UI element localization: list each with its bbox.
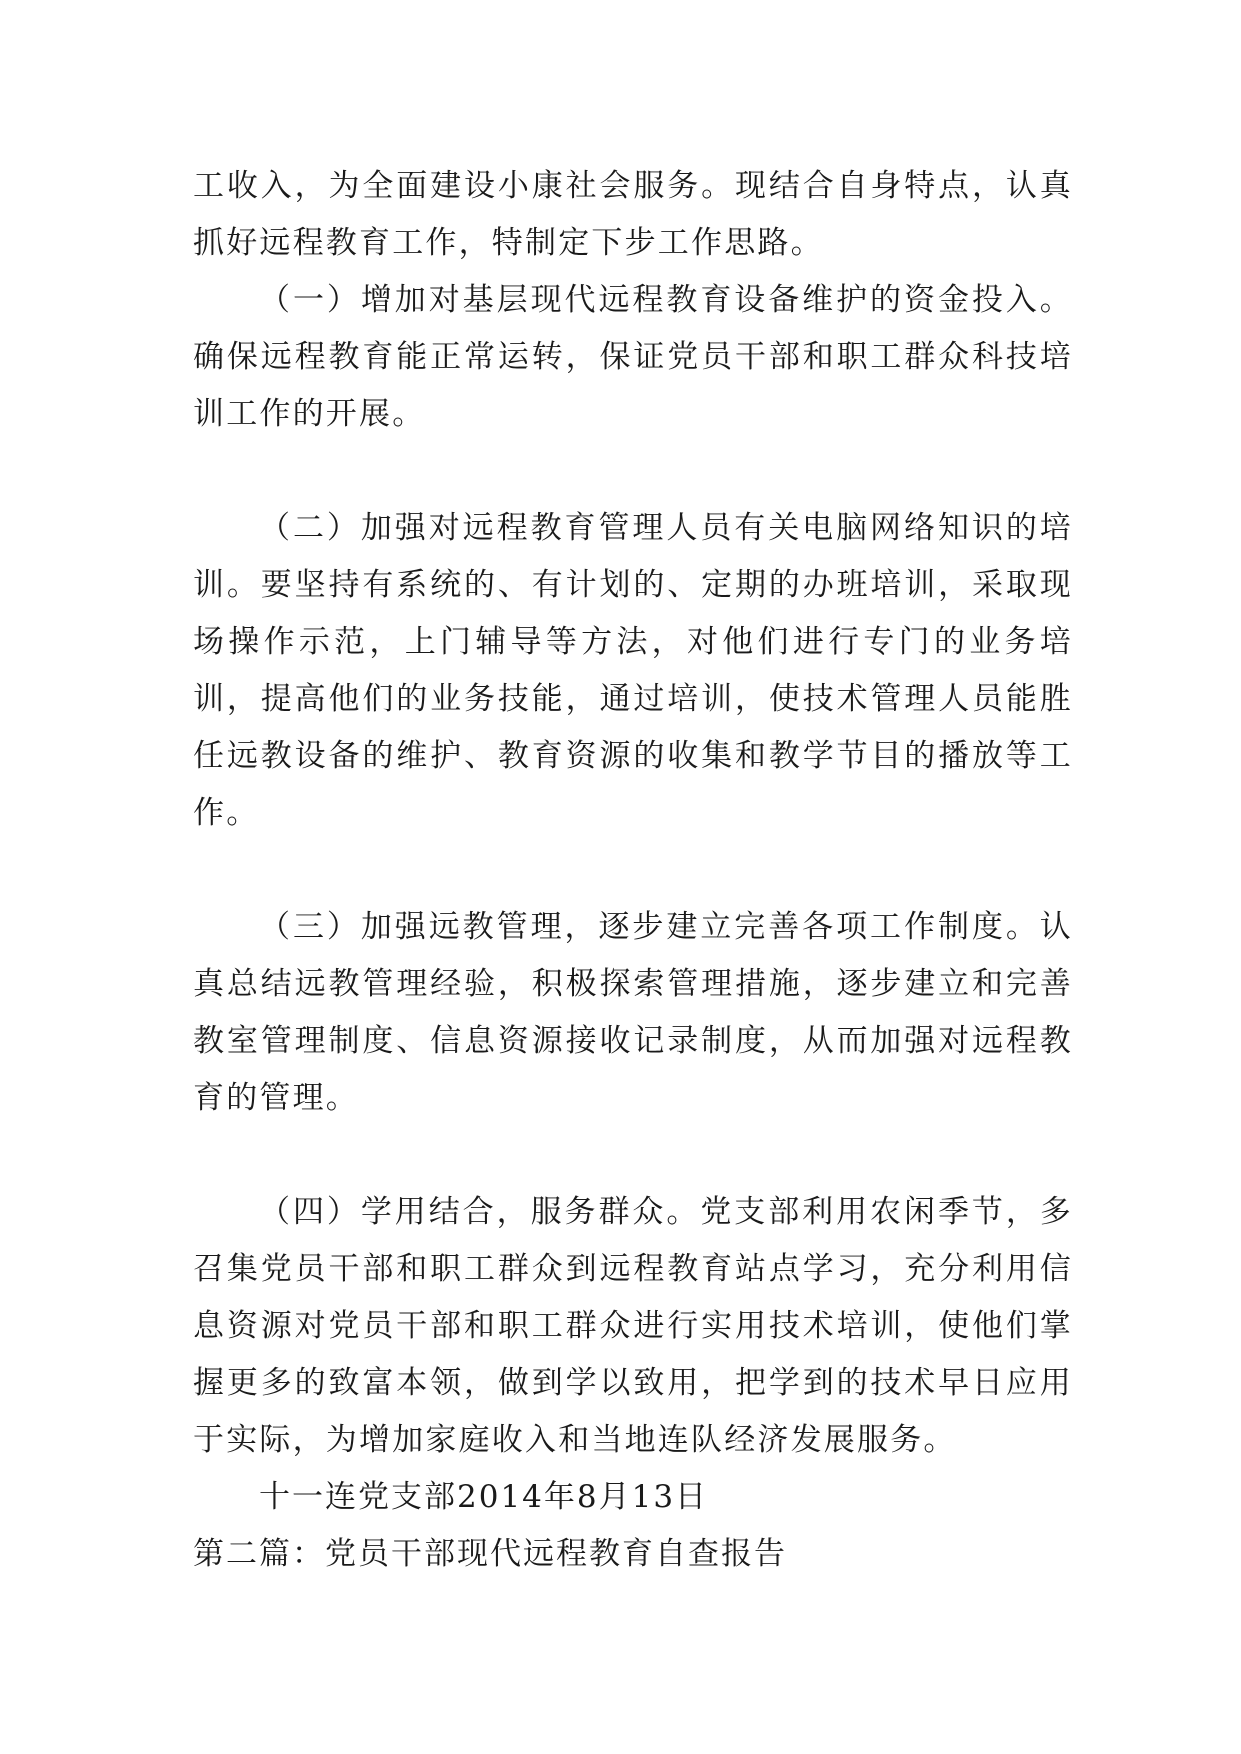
paragraph-item-1: （一）增加对基层现代远程教育设备维护的资金投入。确保远程教育能正常运转，保证党员干部和职工群众科技培训工作的开展。: [193, 282, 1073, 432]
paragraph-item-3: （三）加强远教管理，逐步建立完善各项工作制度。认真总结远教管理经验，积极探索管理措施，逐步建立和完善教室管理制度、信息资源接收记录制度，从而加强对远程教育的管理。: [193, 909, 1073, 1116]
paragraph-intro-continued: 工收入，为全面建设小康社会服务。现结合自身特点，认真抓好远程教育工作，特制定下步工作思路。: [193, 168, 1073, 261]
paragraph-spacer: [193, 842, 1073, 899]
paragraph-spacer: [193, 1127, 1073, 1184]
document-body: [193, 158, 1073, 1583]
paragraph-item-4: （四）学用结合，服务群众。党支部利用农闲季节，多召集党员干部和职工群众到远程教育站点学习，充分利用信息资源对党员干部和职工群众进行实用技术培训，使他们掌握更多的致富本领，做到学以致用，把学到的技术早日应用于实际，为增加家庭收入和当地连队经济发展服务。: [193, 1194, 1073, 1458]
signature-line: 十一连党支部2014年8月13日: [259, 1479, 709, 1515]
paragraph-item-2: （二）加强对远程教育管理人员有关电脑网络知识的培训。要坚持有系统的、有计划的、定期的办班培训，采取现场操作示范，上门辅导等方法，对他们进行专门的业务培训，提高他们的业务技能，通过培训，使技术管理人员能胜任远教设备的维护、教育资源的收集和教学节目的播放等工作。: [193, 510, 1073, 831]
paragraph-spacer: [193, 443, 1073, 500]
next-section-title: 第二篇：党员干部现代远程教育自查报告: [193, 1536, 787, 1572]
